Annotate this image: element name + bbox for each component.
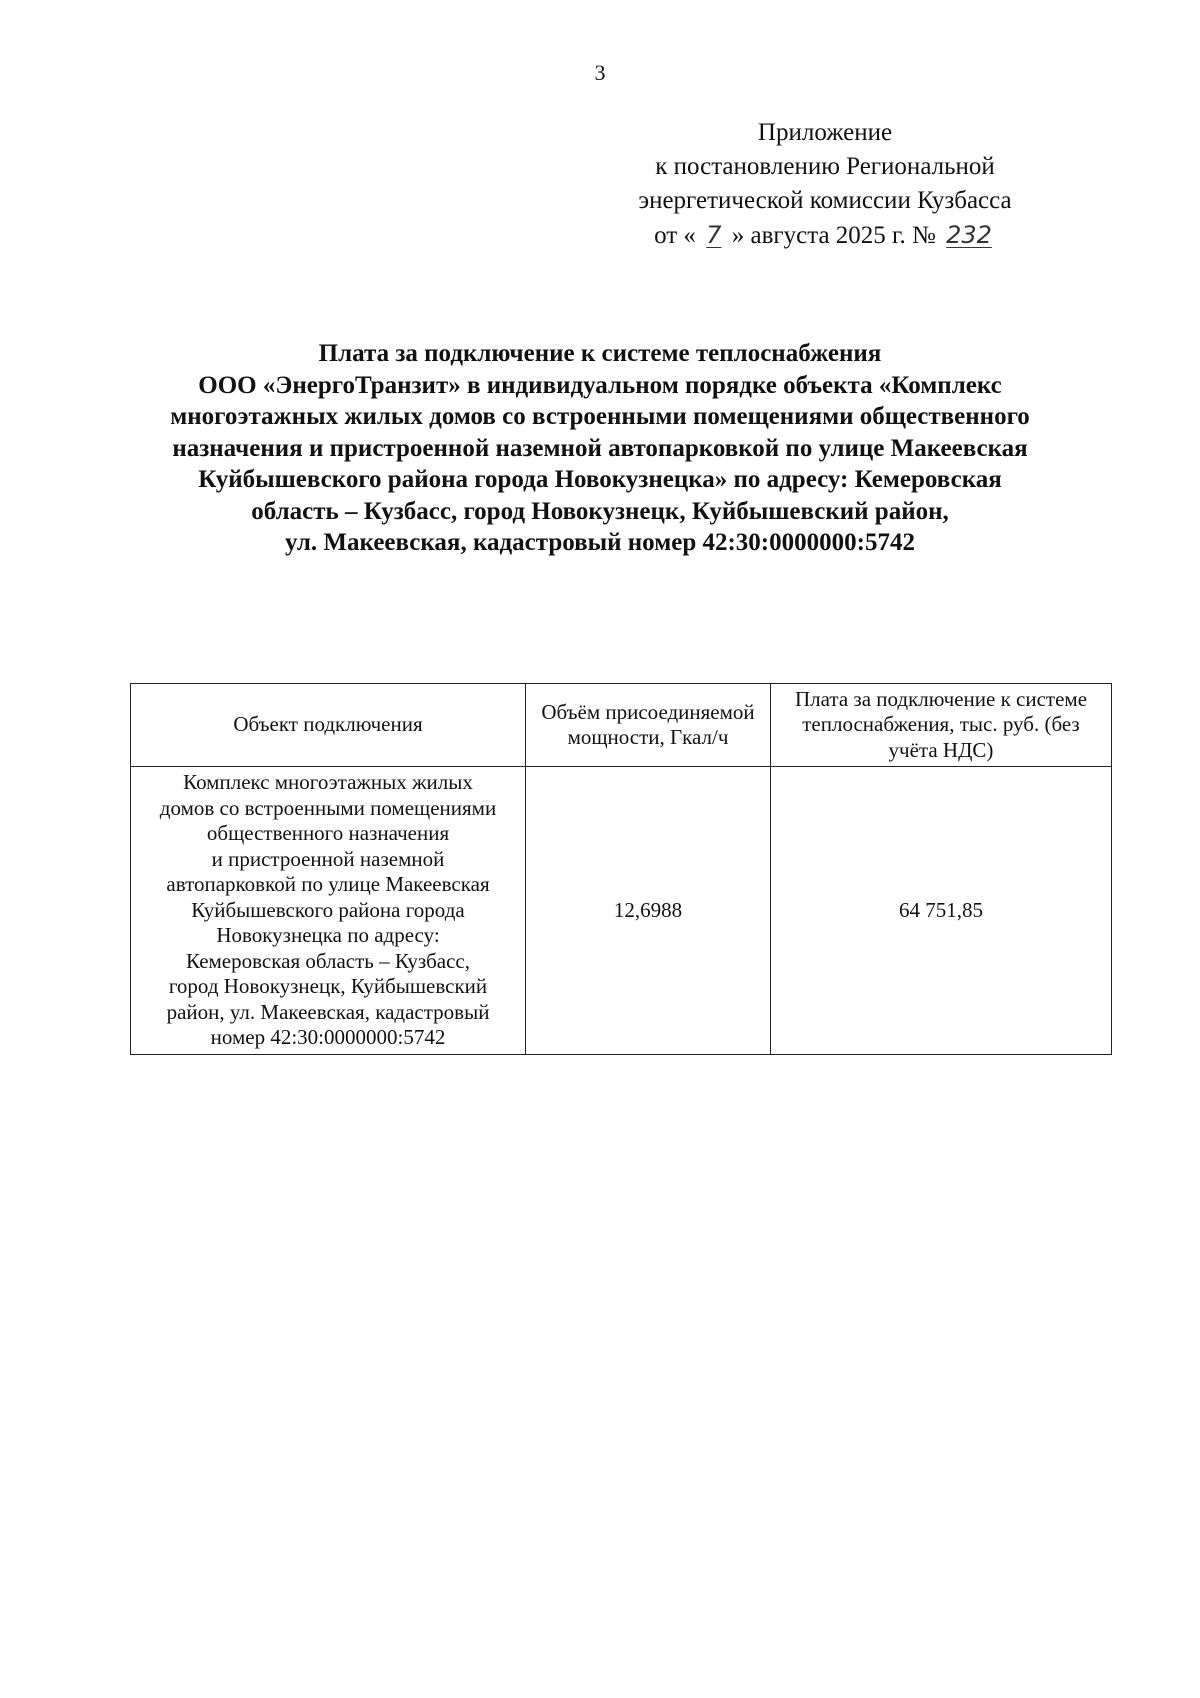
appendix-line-3: энергетической комиссии Кузбасса <box>638 187 1012 214</box>
object-line: номер 42:30:0000000:5742 <box>210 1025 446 1049</box>
handwritten-day: 7 <box>706 221 722 249</box>
object-line: автопарковкой по улице Макеевская <box>166 872 490 896</box>
page-number: 3 <box>594 60 606 85</box>
document-title <box>100 338 1100 559</box>
date-middle: » августа 2025 г. № <box>731 222 936 249</box>
header-fee-line: Плата за подключение к системе <box>794 686 1088 711</box>
title-line: ул. Макеевская, кадастровый номер 42:30:0000000:5742 <box>285 529 915 556</box>
header-fee-line: учёта НДС) <box>888 737 994 762</box>
object-line: общественного назначения <box>206 821 450 845</box>
cell-object <box>131 767 526 1055</box>
cell-power: 12,6988 <box>526 767 771 1055</box>
cell-fee: 64 751,85 <box>771 767 1112 1055</box>
header-power-line: мощности, Гкал/ч <box>567 725 729 749</box>
header-power-line: Объём присоединяемой <box>541 699 755 724</box>
handwritten-number: 232 <box>946 221 992 249</box>
object-line: Новокузнецка по адресу: <box>216 923 440 947</box>
appendix-header <box>600 116 1050 253</box>
title-line: Плата за подключение к системе теплоснабжения <box>318 340 882 367</box>
table-header-row <box>131 684 1112 767</box>
appendix-line-2: к постановлению Региональной <box>655 153 995 180</box>
title-line: многоэтажных жилых домов со встроенными помещениями общественного <box>170 403 1030 430</box>
appendix-line-1: Приложение <box>757 119 893 146</box>
title-line: назначения и пристроенной наземной автопарковкой по улице Макеевская <box>172 434 1028 462</box>
object-line: Комплекс многоэтажных жилых <box>183 770 473 794</box>
header-power <box>526 684 771 767</box>
date-prefix: от « <box>654 222 696 249</box>
title-line: ООО «ЭнергоТранзит» в индивидуальном порядке объекта «Комплекс <box>198 371 1002 399</box>
object-line: и пристроенной наземной <box>211 846 445 871</box>
header-object: Объект подключения <box>131 684 526 767</box>
header-fee-line: теплоснабжения, тыс. руб. (без <box>802 712 1080 737</box>
title-line: область – Кузбасс, город Новокузнецк, Куйбышевский район, <box>251 497 949 525</box>
object-line: Кемеровская область – Кузбасс, <box>185 948 471 973</box>
object-line: Куйбышевского района города <box>191 897 465 922</box>
title-line: Куйбышевского района города Новокузнецка» по адресу: Кемеровская <box>198 466 1002 493</box>
header-fee <box>771 684 1112 767</box>
object-line: домов со встроенными помещениями <box>159 795 497 820</box>
object-line: район, ул. Макеевская, кадастровый <box>166 999 490 1024</box>
table-row <box>131 767 1112 1055</box>
connection-fee-table <box>130 683 1112 1055</box>
appendix-date-line <box>600 218 1050 253</box>
object-line: город Новокузнецк, Куйбышевский <box>168 974 488 998</box>
